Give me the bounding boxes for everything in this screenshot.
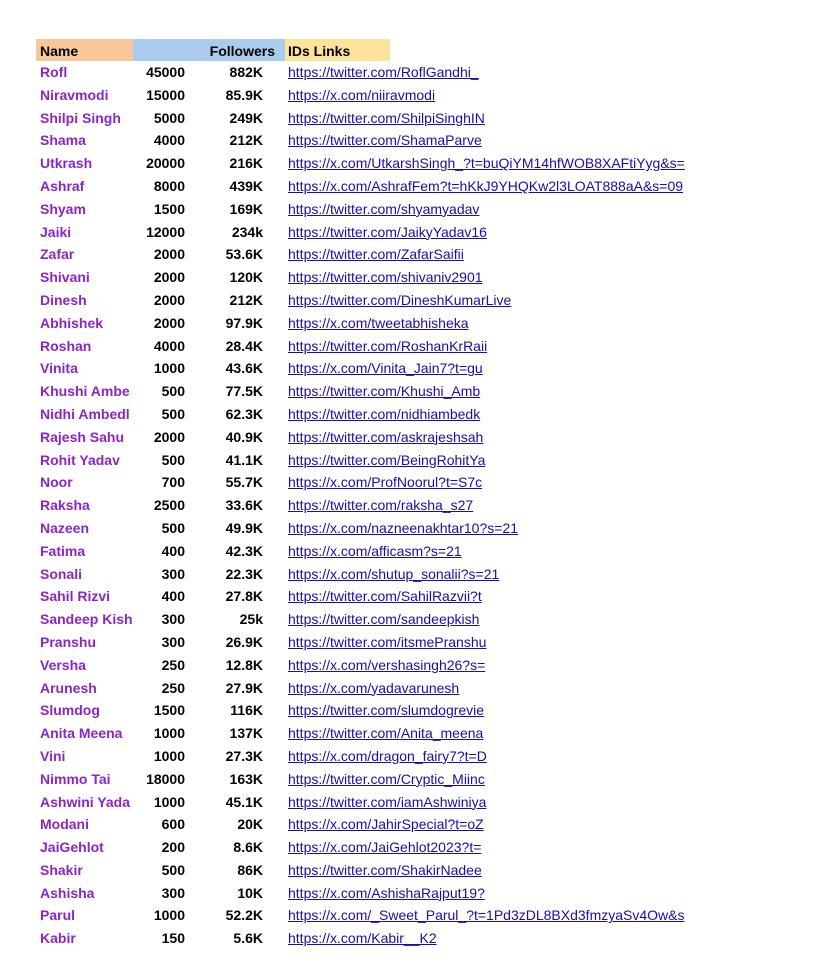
id-link[interactable]: https://twitter.com/raksha_s27 [288,497,474,514]
table-row [36,813,796,836]
amount-cell: 18000 [146,770,185,787]
id-link[interactable]: https://twitter.com/JaikyYadav16 [288,223,487,240]
name-cell: Khushi Ambe [40,383,130,400]
followers-cell: 216K [229,155,263,172]
id-link[interactable]: https://twitter.com/BeingRohitYa [288,451,486,468]
amount-cell: 2000 [153,428,185,445]
table-row [36,243,796,266]
header-ids-links-cell: IDs Links [285,39,390,61]
name-cell: Vini [40,747,66,764]
name-cell: Noor [40,474,73,491]
id-link[interactable]: https://twitter.com/ZafarSaifii [288,246,464,263]
id-link[interactable]: https://twitter.com/Khushi_Amb [288,383,481,400]
id-link[interactable]: https://x.com/tweetabhisheka [288,314,469,331]
name-cell: Raksha [40,497,90,514]
followers-cell: 62.3K [225,405,263,422]
name-cell: Modani [40,816,89,833]
followers-cell: 163K [229,770,263,787]
table-row [36,608,796,631]
amount-cell: 400 [161,542,185,559]
followers-cell: 27.3K [225,747,263,764]
header-name-cell: Name [36,39,133,61]
table-row [36,791,796,814]
amount-cell: 250 [161,679,185,696]
table-row [36,699,796,722]
name-cell: Ashraf [40,177,85,194]
table-row [36,449,796,472]
id-link[interactable]: https://x.com/_Sweet_Parul_?t=1Pd3zDL8BXd3fmzyaSv4Ow&s [288,907,685,924]
name-cell: Abhishek [40,314,104,331]
followers-cell: 25k [239,611,263,628]
followers-cell: 120K [229,269,263,286]
amount-cell: 300 [161,565,185,582]
name-cell: Parul [40,907,76,924]
followers-cell: 10K [237,884,263,901]
name-cell: Shama [40,132,86,149]
followers-cell: 116K [230,702,263,719]
table-row [36,357,796,380]
followers-cell: 52.2K [225,907,263,924]
followers-cell: 42.3K [225,542,263,559]
amount-cell: 4000 [153,337,185,354]
amount-cell: 5000 [153,109,185,126]
followers-cell: 12.8K [225,656,263,673]
followers-cell: 27.9K [225,679,263,696]
table-row [36,927,796,950]
followers-cell: 49.9K [225,519,263,536]
followers-cell: 86K [237,861,263,878]
name-cell: Ashwini Yada [40,793,130,810]
table-row [36,836,796,859]
name-cell: Niravmodi [40,86,109,103]
amount-cell: 300 [161,884,185,901]
name-cell: Sonali [40,565,83,582]
name-cell: Shilpi Singh [40,109,121,126]
name-cell: JaiGehlot [40,839,104,856]
name-cell: Nidhi Ambedl [40,405,130,422]
table-row [36,722,796,745]
name-cell: Utkrash [40,155,93,172]
table-row [36,221,796,244]
amount-cell: 300 [161,633,185,650]
id-link[interactable]: https://twitter.com/sandeepkish [288,611,480,628]
id-link[interactable]: https://twitter.com/shyamyadav [288,200,480,217]
name-cell: Kabir [40,930,76,947]
table-row [36,175,796,198]
id-link[interactable]: https://x.com/AshrafFem?t=hKkJ9YHQKw2l3LOAT888aA&s=09 [288,177,684,194]
table-row [36,152,796,175]
table-row [36,61,796,84]
amount-cell: 500 [161,405,185,422]
amount-cell: 500 [161,383,185,400]
name-cell: Pranshu [40,633,97,650]
followers-cell: 40.9K [225,428,263,445]
amount-cell: 400 [161,588,185,605]
name-cell: Nimmo Tai [40,770,111,787]
id-link[interactable]: https://twitter.com/ShamaParve [288,132,482,149]
amount-cell: 1000 [153,360,185,377]
amount-cell: 8000 [153,177,185,194]
table-row [36,494,796,517]
name-cell: Versha [40,656,86,673]
amount-cell: 500 [161,861,185,878]
name-cell: Rohit Yadav [40,451,120,468]
table-row [36,563,796,586]
header-amount-cell [133,39,201,61]
amount-cell: 700 [161,474,185,491]
name-cell: Shyam [40,200,86,217]
followers-cell: 43.6K [225,360,263,377]
amount-cell: 2000 [153,291,185,308]
data-rows [36,61,796,950]
amount-cell: 1000 [153,747,185,764]
amount-cell: 20000 [146,155,185,172]
amount-cell: 2000 [153,269,185,286]
followers-cell: 85.9K [225,86,263,103]
id-link[interactable]: https://twitter.com/iamAshwiniya [288,793,487,810]
followers-cell: 882K [229,64,263,80]
amount-cell: 2000 [153,246,185,263]
name-cell: Dinesh [40,291,87,308]
id-link[interactable]: https://twitter.com/SahilRazvii?t [288,588,482,605]
amount-cell: 15000 [146,86,185,103]
id-link[interactable]: https://x.com/UtkarshSingh_?t=buQiYM14hfWOB8XAFtiYyg&s= [288,155,685,172]
amount-cell: 45000 [146,64,185,80]
id-link[interactable]: https://x.com/shutup_sonalii?s=21 [288,565,500,582]
id-link[interactable]: https://x.com/AshishaRajput19? [288,884,485,901]
amount-cell: 150 [161,930,185,947]
id-link[interactable]: https://twitter.com/askrajeshsah [288,428,484,445]
id-link[interactable]: https://x.com/dragon_fairy7?t=D [288,747,487,764]
id-link[interactable]: https://x.com/niiravmodi [288,86,436,103]
id-link[interactable]: https://x.com/Kabir__K2 [288,930,437,947]
followers-cell: 20K [237,816,263,833]
amount-cell: 300 [161,611,185,628]
table-row [36,517,796,540]
name-cell: Fatima [40,542,86,559]
id-link[interactable]: https://twitter.com/shivaniv2901 [288,269,483,286]
table-row [36,540,796,563]
id-link[interactable]: https://x.com/vershasingh26?s= [288,656,486,673]
name-cell: Slumdog [40,702,100,719]
table-row [36,403,796,426]
followers-cell: 55.7K [225,474,263,491]
table-row [36,882,796,905]
followers-cell: 28.4K [225,337,263,354]
table-row [36,677,796,700]
table-row [36,426,796,449]
table-row [36,859,796,882]
id-link[interactable]: https://twitter.com/Anita_meena [288,725,484,742]
table-row [36,768,796,791]
id-link[interactable]: https://twitter.com/RoflGandhi_ [288,64,479,80]
table-row [36,129,796,152]
followers-cell: 212K [229,291,263,308]
name-cell: Ashisha [40,884,95,901]
spreadsheet [36,39,796,950]
id-link[interactable]: https://twitter.com/RoshanKrRaii [288,337,488,354]
amount-cell: 250 [161,656,185,673]
id-link[interactable]: https://x.com/JaiGehlot2023?t= [288,839,482,856]
amount-cell: 2000 [153,314,185,331]
amount-cell: 200 [161,839,185,856]
name-cell: Anita Meena [40,725,123,742]
followers-cell: 234k [231,223,263,240]
followers-cell: 27.8K [225,588,263,605]
id-link[interactable]: https://x.com/Vinita_Jain7?t=gu [288,360,483,377]
followers-cell: 439K [229,177,263,194]
name-cell: Rajesh Sahu [40,428,125,445]
followers-cell: 22.3K [225,565,263,582]
followers-cell: 249K [229,109,263,126]
amount-cell: 1000 [153,907,185,924]
name-cell: Shivani [40,269,90,286]
followers-cell: 26.9K [225,633,263,650]
name-cell: Roshan [40,337,92,354]
followers-cell: 137K [229,725,263,742]
id-link[interactable]: https://twitter.com/Cryptic_Miinc [288,770,485,787]
table-row [36,289,796,312]
name-cell: Jaiki [40,223,72,240]
table-row [36,198,796,221]
header-followers-cell: Followers [201,39,285,61]
id-link[interactable]: https://twitter.com/itsmePranshu [288,633,487,650]
amount-cell: 1000 [153,793,185,810]
amount-cell: 1000 [153,725,185,742]
name-cell: Sahil Rizvi [40,588,111,605]
id-link[interactable]: https://x.com/nazneenakhtar10?s=21 [288,519,518,536]
amount-cell: 500 [161,451,185,468]
followers-cell: 41.1K [225,451,263,468]
followers-cell: 77.5K [225,383,263,400]
table-row [36,471,796,494]
id-link[interactable]: https://x.com/JahirSpecial?t=oZ [288,816,484,833]
name-cell: Vinita [40,360,78,377]
followers-cell: 212K [229,132,263,149]
name-cell: Shakir [40,861,83,878]
followers-cell: 45.1K [225,793,263,810]
followers-cell: 97.9K [225,314,263,331]
table-row [36,745,796,768]
table-row [36,335,796,358]
table-row [36,904,796,927]
table-row [36,631,796,654]
table-row [36,585,796,608]
followers-cell: 53.6K [225,246,263,263]
amount-cell: 1500 [153,702,185,719]
followers-cell: 8.6K [233,839,263,856]
amount-cell: 1500 [153,200,185,217]
table-row [36,312,796,335]
id-link[interactable]: https://twitter.com/nidhiambedk [288,405,481,422]
id-link[interactable]: https://twitter.com/ShilpiSinghIN [288,109,485,126]
amount-cell: 2500 [153,497,185,514]
name-cell: Arunesh [40,679,97,696]
id-link[interactable]: https://twitter.com/DineshKumarLive [288,291,512,308]
name-cell: Rofl [40,64,68,80]
table-row [36,84,796,107]
id-link[interactable]: https://x.com/ProfNoorul?t=S7c [288,474,483,491]
amount-cell: 4000 [153,132,185,149]
followers-cell: 33.6K [225,497,263,514]
name-cell: Sandeep Kish [40,611,133,628]
header-row [36,39,796,61]
name-cell: Zafar [40,246,75,263]
table-row [36,107,796,130]
followers-cell: 5.6K [233,930,263,947]
amount-cell: 600 [161,816,185,833]
id-link[interactable]: https://x.com/afficasm?s=21 [288,542,462,559]
id-link[interactable]: https://twitter.com/slumdogrevie [288,702,485,719]
id-link[interactable]: https://x.com/yadavarunesh [288,679,460,696]
amount-cell: 12000 [146,223,185,240]
name-cell: Nazeen [40,519,90,536]
table-row [36,380,796,403]
table-row [36,266,796,289]
table-row [36,654,796,677]
amount-cell: 500 [161,519,185,536]
followers-cell: 169K [229,200,263,217]
id-link[interactable]: https://twitter.com/ShakirNadee [288,861,482,878]
